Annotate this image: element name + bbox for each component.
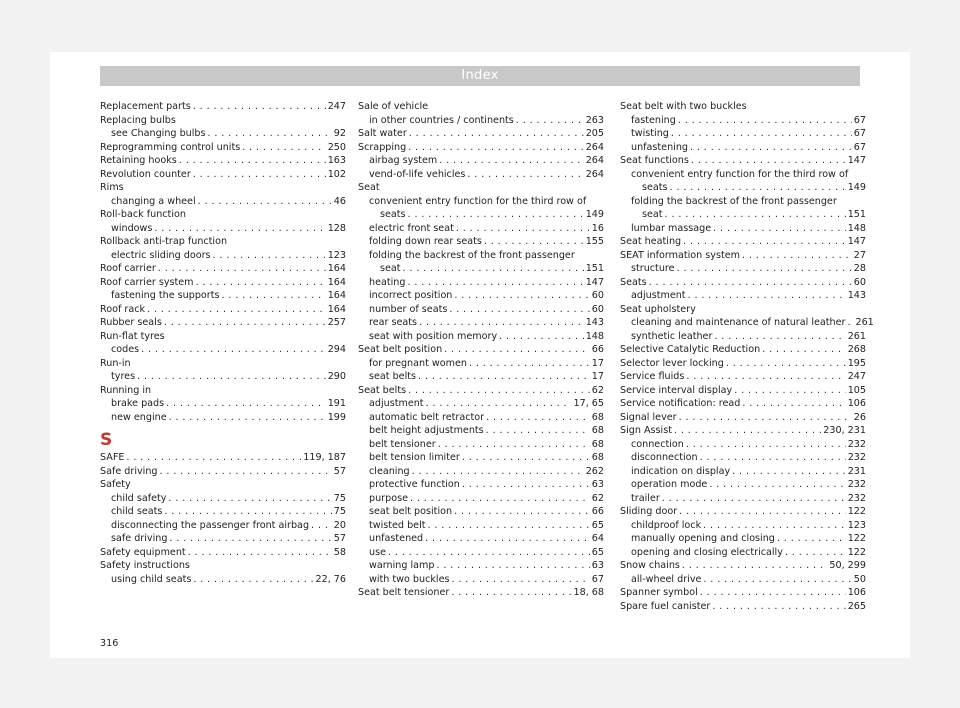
index-entry: Sliding door . . . 122: [620, 505, 866, 519]
index-subentry: fastening . . . 67: [620, 114, 866, 128]
index-entry: Run-in: [100, 357, 131, 369]
index-subentry: new engine . . . 199: [100, 411, 346, 425]
index-entry: Seat heating . . . 147: [620, 235, 866, 249]
index-subentry: unfastened . . . 64: [358, 532, 604, 546]
index-column-2: [358, 100, 604, 600]
index-subentry: operation mode . . . 232: [620, 478, 866, 492]
index-subentry: structure . . . 28: [620, 262, 866, 276]
index-subentry: see Changing bulbs . . . 92: [100, 127, 346, 141]
index-subentry: folding the backrest of the front passenger: [369, 249, 575, 261]
index-subentry: using child seats . . . 22, 76: [100, 573, 346, 587]
index-subentry: adjustment . . . 143: [620, 289, 866, 303]
index-entry: Snow chains . . . 50, 299: [620, 559, 866, 573]
index-subentry: manually opening and closing . . . 122: [620, 532, 866, 546]
index-entry: Replacing bulbs: [100, 114, 176, 126]
index-subentry: rear seats . . . 143: [358, 316, 604, 330]
index-subentry: codes . . . 294: [100, 343, 346, 357]
index-subentry: seats . . . 149: [620, 181, 866, 195]
index-entry: Spanner symbol . . . 106: [620, 586, 866, 600]
index-entry: Signal lever . . . 26: [620, 411, 866, 425]
index-entry: Safe driving . . . 57: [100, 465, 346, 479]
index-entry: Scrapping . . . 264: [358, 141, 604, 155]
index-subentry: purpose . . . 62: [358, 492, 604, 506]
index-subentry: folding the backrest of the front passenger: [631, 195, 837, 207]
index-entry: Service interval display . . . 105: [620, 384, 866, 398]
index-subentry: safe driving . . . 57: [100, 532, 346, 546]
index-subentry: trailer . . . 232: [620, 492, 866, 506]
index-entry: Roof carrier system . . . 164: [100, 276, 346, 290]
index-subentry: warning lamp . . . 63: [358, 559, 604, 573]
index-entry: Service notification: read . . . 106: [620, 397, 866, 411]
index-entry: Seat belt tensioner . . . 18, 68: [358, 586, 604, 600]
index-entry: Sign Assist . . . 230, 231: [620, 424, 866, 438]
index-column-3: [620, 100, 874, 613]
index-entry: Rollback anti-trap function: [100, 236, 228, 247]
index-subentry: synthetic leather . . . 261: [620, 330, 866, 344]
index-subentry: protective function . . . 63: [358, 478, 604, 492]
index-subentry: adjustment . . . 17, 65: [358, 397, 604, 411]
index-subentry: childproof lock . . . 123: [620, 519, 866, 533]
index-entry: SAFE . . . 119, 187: [100, 451, 346, 465]
section-letter: S: [100, 430, 113, 450]
index-subentry: tyres . . . 290: [100, 370, 346, 384]
index-subentry: changing a wheel . . . 46: [100, 195, 346, 209]
index-subentry: belt height adjustments . . . 68: [358, 424, 604, 438]
index-subentry: lumbar massage . . . 148: [620, 222, 866, 236]
index-entry: Retaining hooks . . . 163: [100, 154, 346, 168]
index-subentry: electric sliding doors . . . 123: [100, 249, 346, 263]
index-subentry: child safety . . . 75: [100, 492, 346, 506]
index-entry: Sale of vehicle: [358, 101, 429, 112]
index-subentry: seats . . . 149: [358, 208, 604, 222]
index-subentry: seat belt position . . . 66: [358, 505, 604, 519]
index-subentry: convenient entry function for the third row of: [369, 195, 587, 207]
index-entry: Seat upholstery: [620, 303, 696, 315]
index-subentry: vend-of-life vehicles . . . 264: [358, 168, 604, 182]
index-entry: Seat belt with two buckles: [620, 101, 747, 112]
index-entry: Seat: [358, 182, 380, 193]
index-subentry: twisting . . . 67: [620, 127, 866, 141]
index-entry: Seat belt position . . . 66: [358, 343, 604, 357]
index-entry: Seat belts . . . 62: [358, 384, 604, 398]
index-subentry: unfastening . . . 67: [620, 141, 866, 155]
index-subentry: all-wheel drive . . . 50: [620, 573, 866, 587]
index-subentry: disconnection . . . 232: [620, 451, 866, 465]
page-title: Index: [461, 68, 499, 83]
index-subentry: seat . . . 151: [358, 262, 604, 276]
index-subentry: use . . . 65: [358, 546, 604, 560]
index-subentry: cleaning . . . 262: [358, 465, 604, 479]
index-subentry: twisted belt . . . 65: [358, 519, 604, 533]
index-subentry: opening and closing electrically . . . 122: [620, 546, 866, 560]
index-subentry: airbag system . . . 264: [358, 154, 604, 168]
index-subentry: brake pads . . . 191: [100, 397, 346, 411]
index-entry: Service fluids . . . 247: [620, 370, 866, 384]
index-entry: Replacement parts . . . 247: [100, 100, 346, 114]
index-entry: Seat functions . . . 147: [620, 154, 866, 168]
index-entry: Run-flat tyres: [100, 330, 165, 342]
index-subentry: belt tension limiter . . . 68: [358, 451, 604, 465]
index-entry: Seats . . . 60: [620, 276, 866, 290]
index-subentry: fastening the supports . . . 164: [100, 289, 346, 303]
index-entry: Salt water . . . 205: [358, 127, 604, 141]
index-subentry: for pregnant women . . . 17: [358, 357, 604, 371]
index-subentry: seat with position memory . . . 148: [358, 330, 604, 344]
index-subentry: disconnecting the passenger front airbag . . . 20: [100, 519, 346, 533]
index-column-1: [100, 100, 346, 586]
index-entry: Safety equipment . . . 58: [100, 546, 346, 560]
index-page: [50, 52, 910, 658]
index-entry: Safety: [100, 479, 131, 490]
index-entry: Running in: [100, 384, 152, 396]
index-entry: Safety instructions: [100, 560, 190, 571]
index-subentry: electric front seat . . . 16: [358, 222, 604, 236]
index-subentry: in other countries / continents . . . 263: [358, 114, 604, 128]
index-subentry: convenient entry function for the third row of: [631, 168, 849, 180]
index-subentry: with two buckles . . . 67: [358, 573, 604, 587]
index-subentry: cleaning and maintenance of natural leather . . . 261: [620, 316, 866, 330]
index-subentry: windows . . . 128: [100, 222, 346, 236]
index-subentry: number of seats . . . 60: [358, 303, 604, 317]
index-subentry: seat belts . . . 17: [358, 370, 604, 384]
index-entry: Roll-back function: [100, 209, 186, 220]
index-subentry: heating . . . 147: [358, 276, 604, 290]
index-subentry: incorrect position . . . 60: [358, 289, 604, 303]
index-subentry: child seats . . . 75: [100, 505, 346, 519]
index-entry: Spare fuel canister . . . 265: [620, 600, 866, 614]
index-entry: Selector lever locking . . . 195: [620, 357, 866, 371]
page-header: [100, 66, 860, 86]
page-number: 316: [100, 638, 119, 649]
index-subentry: seat . . . 151: [620, 208, 866, 222]
index-subentry: automatic belt retractor . . . 68: [358, 411, 604, 425]
index-entry: Roof carrier . . . 164: [100, 262, 346, 276]
index-subentry: belt tensioner . . . 68: [358, 438, 604, 452]
index-entry: SEAT information system . . . 27: [620, 249, 866, 263]
index-entry: Rims: [100, 182, 124, 193]
index-entry: Rubber seals . . . 257: [100, 316, 346, 330]
index-subentry: connection . . . 232: [620, 438, 866, 452]
index-entry: Revolution counter . . . 102: [100, 168, 346, 182]
index-entry: Reprogramming control units . . . 250: [100, 141, 346, 155]
index-subentry: indication on display . . . 231: [620, 465, 866, 479]
index-entry: Roof rack . . . 164: [100, 303, 346, 317]
index-subentry: folding down rear seats . . . 155: [358, 235, 604, 249]
index-entry: Selective Catalytic Reduction . . . 268: [620, 343, 866, 357]
